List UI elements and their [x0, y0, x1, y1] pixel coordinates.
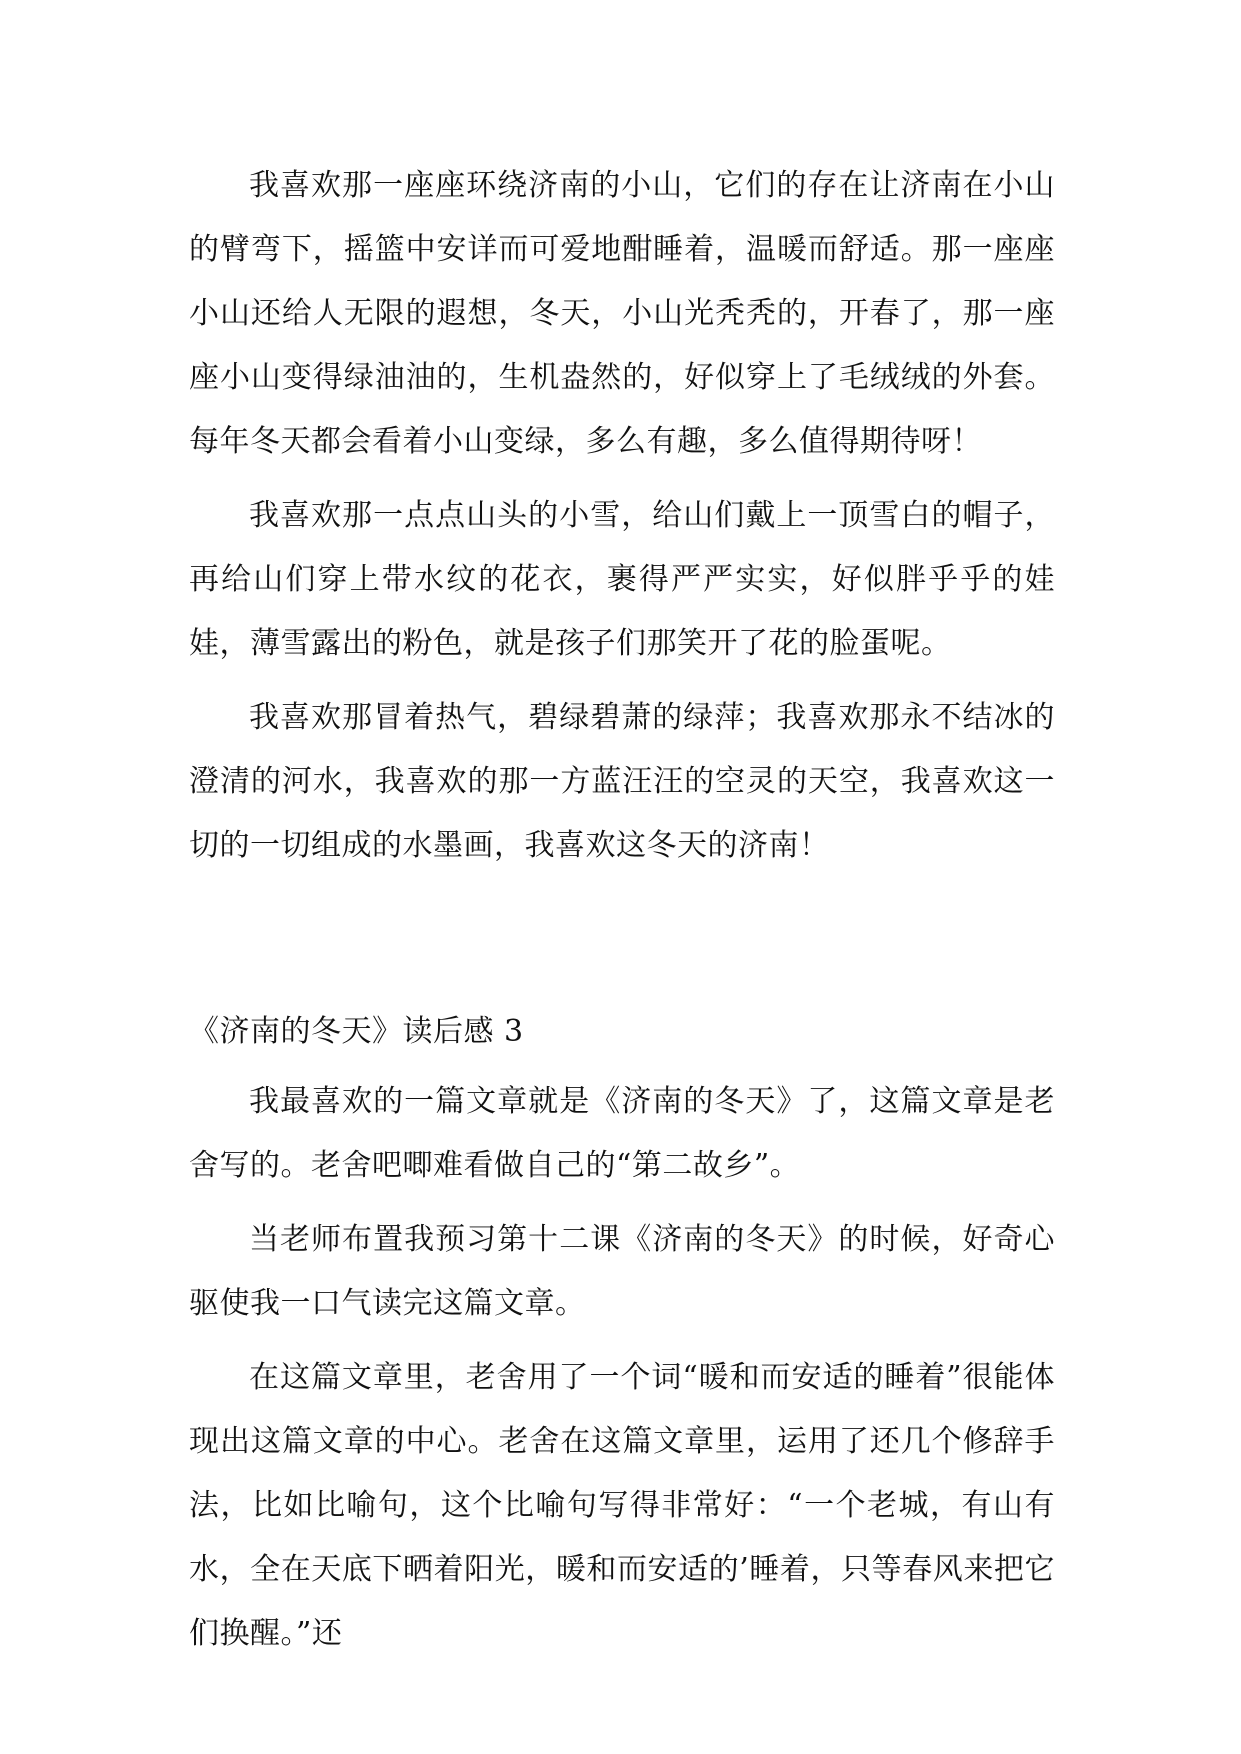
paragraph-intro: 我最喜欢的一篇文章就是《济南的冬天》了，这篇文章是老舍写的。老舍吧唧难看做自己的“第二故乡”。	[189, 1084, 1055, 1183]
section-heading: 《济南的冬天》读后感 3	[189, 1014, 524, 1049]
paragraph-assignment: 当老师布置我预习第十二课《济南的冬天》的时候，好奇心驱使我一口气读完这篇文章。	[189, 1222, 1055, 1321]
essay-3	[189, 1000, 1055, 1676]
paragraph-rhetoric: 在这篇文章里，老舍用了一个词“暖和而安适的睡着”很能体现出这篇文章的中心。老舍在这篇文章里，运用了还几个修辞手法，比如比喻句，这个比喻句写得非常好：“一个老城，有山有水，全在天底下晒着阳光，暖和而安适的’睡着，只等春风来把它们换醒。”还	[189, 1360, 1055, 1651]
essay-continuation	[189, 154, 1055, 888]
paragraph-hills: 我喜欢那一座座环绕济南的小山，它们的存在让济南在小山的臂弯下，摇篮中安详而可爱地酣睡着，温暖而舒适。那一座座小山还给人无限的遐想，冬天，小山光秃秃的，开春了，那一座座小山变得绿油油的，生机盎然的，好似穿上了毛绒绒的外套。每年冬天都会看着小山变绿，多么有趣，多么值得期待呀！	[189, 168, 1055, 459]
paragraph-snow: 我喜欢那一点点山头的小雪，给山们戴上一顶雪白的帽子，再给山们穿上带水纹的花衣，裹得严严实实，好似胖乎乎的娃娃，薄雪露出的粉色，就是孩子们那笑开了花的脸蛋呢。	[189, 498, 1055, 661]
paragraph-water-sky: 我喜欢那冒着热气，碧绿碧萧的绿萍；我喜欢那永不结冰的澄清的河水，我喜欢的那一方蓝汪汪的空灵的天空，我喜欢这一切的一切组成的水墨画，我喜欢这冬天的济南！	[189, 700, 1055, 863]
